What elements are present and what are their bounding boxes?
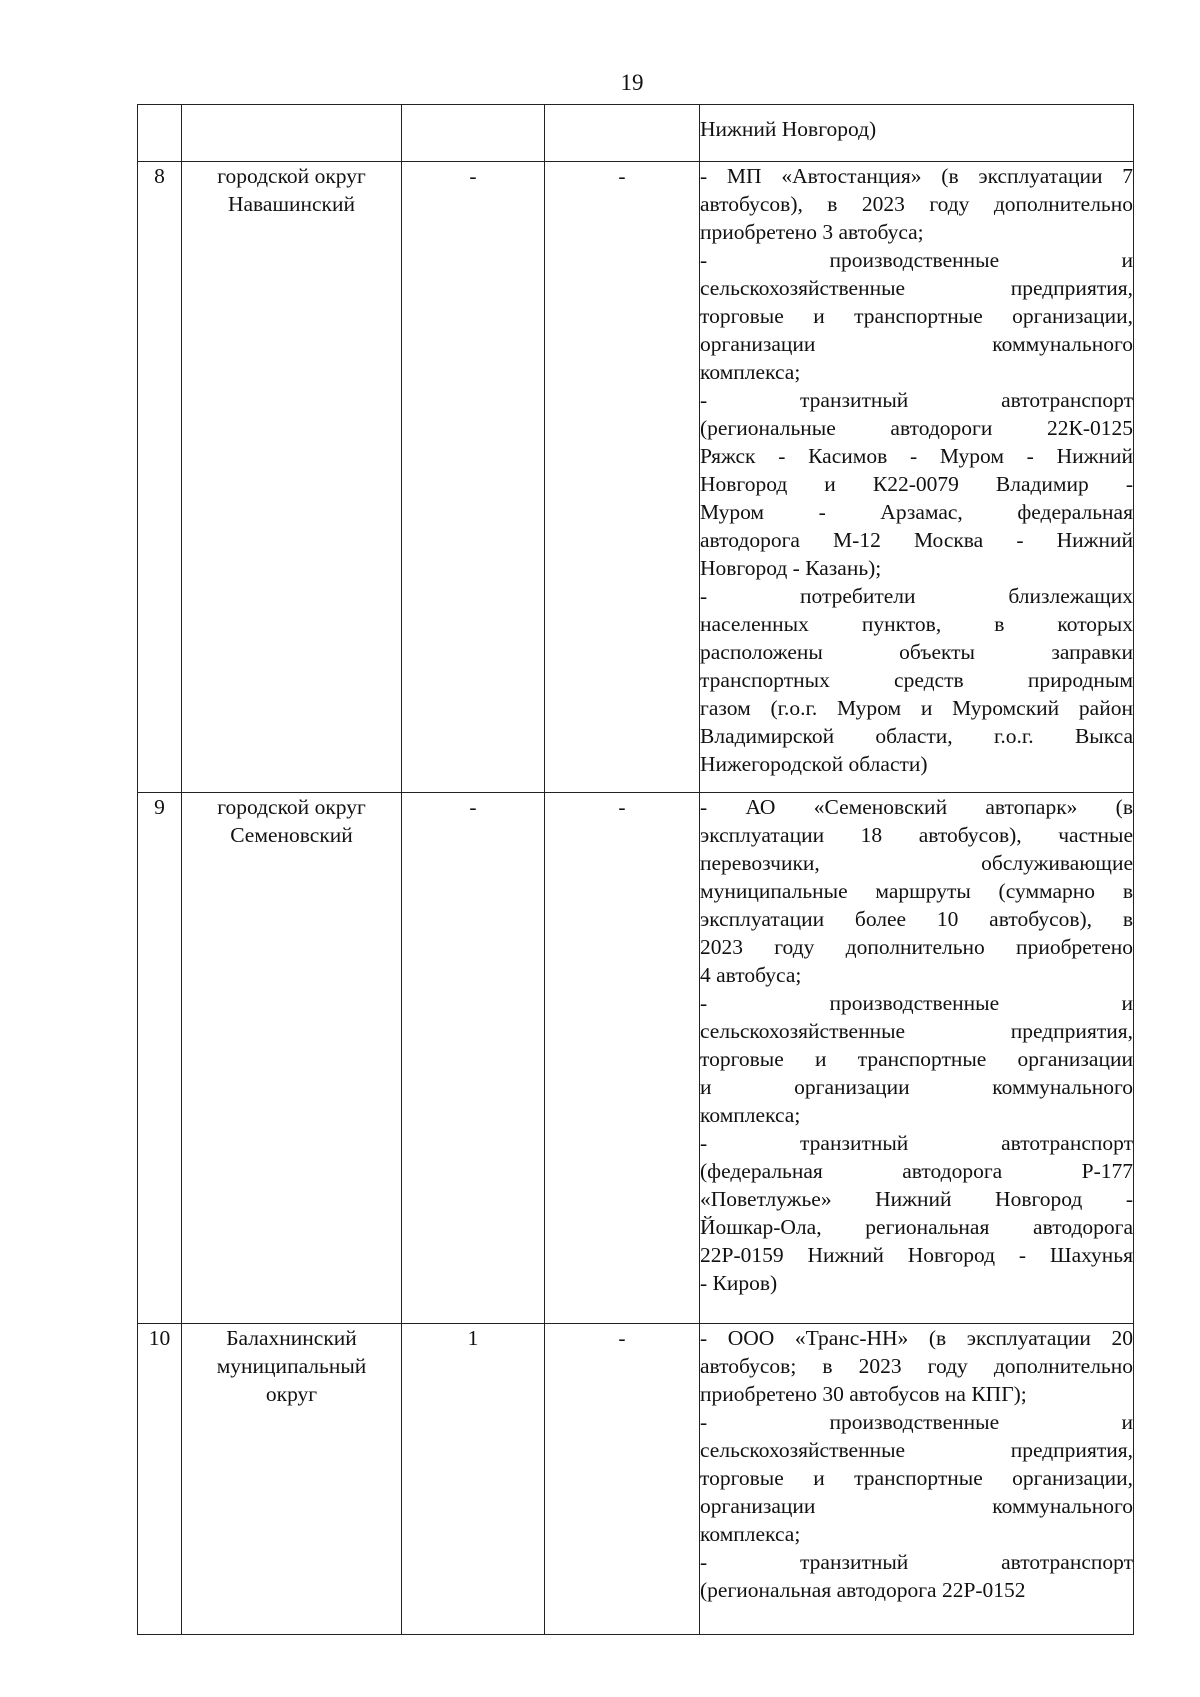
municipality-name-line: Балахнинский: [226, 1326, 357, 1350]
description-line: эксплуатации более 10 автобусов), в: [700, 907, 1133, 931]
description-cell: [700, 1324, 1134, 1635]
value-cell-4: [545, 105, 700, 162]
page-number: 19: [620, 70, 644, 95]
municipality-name-line: муниципальный: [216, 1354, 367, 1378]
description-line: Новгород и К22-0079 Владимир -: [700, 472, 1133, 496]
value-cell-4: -: [545, 162, 700, 793]
value-cell-3: -: [402, 793, 545, 1324]
municipality-cell: [182, 793, 402, 1324]
description-line: сельскохозяйственные предприятия,: [700, 276, 1133, 300]
municipality-name-line: Навашинский: [227, 192, 356, 216]
row-number-cell: 9: [138, 793, 182, 1324]
description-line: комплекса;: [700, 1103, 801, 1127]
description-line: - Киров): [700, 1271, 778, 1295]
description-line: 4 автобуса;: [700, 963, 802, 987]
description-line: торговые и транспортные организации,: [700, 1466, 1133, 1490]
value-cell-4: -: [545, 1324, 700, 1635]
description-line: приобретено 3 автобуса;: [700, 220, 924, 244]
description-line: комплекса;: [700, 1522, 801, 1546]
description-line: комплекса;: [700, 360, 801, 384]
description-line: - МП «Автостанция» (в эксплуатации 7: [700, 164, 1133, 188]
municipality-name-line: городской округ: [217, 164, 366, 188]
description-line: - производственные и: [700, 248, 1133, 272]
description-line: - ООО «Транс-НН» (в эксплуатации 20: [700, 1326, 1133, 1350]
description-line: автодорога М-12 Москва - Нижний: [700, 528, 1133, 552]
description-cell: [700, 793, 1134, 1324]
description-line: Ряжск - Касимов - Муром - Нижний: [700, 444, 1133, 468]
description-line: Владимирской области, г.о.г. Выкса: [700, 724, 1133, 748]
value-cell-3: 1: [402, 1324, 545, 1635]
description-line: автобусов), в 2023 году дополнительно: [700, 192, 1133, 216]
description-line: автобусов; в 2023 году дополнительно: [700, 1354, 1133, 1378]
description-cell: [700, 105, 1134, 162]
municipal-transport-table: [137, 104, 1134, 1635]
description-line: - производственные и: [700, 991, 1133, 1015]
description-line: муниципальные маршруты (суммарно в: [700, 879, 1133, 903]
description-line: торговые и транспортные организации,: [700, 304, 1133, 328]
value-cell-4: -: [545, 793, 700, 1324]
description-line: - потребители близлежащих: [700, 584, 1133, 608]
value-cell-3: [402, 105, 545, 162]
description-line: Йошкар-Ола, региональная автодорога: [700, 1215, 1133, 1239]
description-line: газом (г.о.г. Муром и Муромский район: [700, 696, 1133, 720]
municipality-name-line: округ: [265, 1382, 318, 1406]
description-line: Новгород - Казань);: [700, 556, 882, 580]
description-line: (региональная автодорога 22Р-0152: [700, 1578, 1026, 1602]
description-line: приобретено 30 автобусов на КПГ);: [700, 1382, 1027, 1406]
row-number-cell: 8: [138, 162, 182, 793]
table-row: [138, 1324, 1134, 1635]
row-number-cell: [138, 105, 182, 162]
description-line: сельскохозяйственные предприятия,: [700, 1019, 1133, 1043]
description-line: Нижегородской области): [700, 752, 928, 776]
description-line: «Поветлужье» Нижний Новгород -: [700, 1187, 1133, 1211]
description-line: организации коммунального: [700, 1494, 1133, 1518]
table-row: [138, 105, 1134, 162]
municipality-cell: [182, 1324, 402, 1635]
description-line: расположены объекты заправки: [700, 640, 1133, 664]
description-cell: [700, 162, 1134, 793]
table-row: [138, 793, 1134, 1324]
description-line: населенных пунктов, в которых: [700, 612, 1133, 636]
description-line: и организации коммунального: [700, 1075, 1133, 1099]
description-line: торговые и транспортные организации: [700, 1047, 1133, 1071]
description-line: - транзитный автотранспорт: [700, 388, 1133, 412]
description-line: перевозчики, обслуживающие: [700, 851, 1133, 875]
description-line: - транзитный автотранспорт: [700, 1550, 1133, 1574]
description-line: Муром - Арзамас, федеральная: [700, 500, 1133, 524]
description-line: эксплуатации 18 автобусов), частные: [700, 823, 1133, 847]
municipality-name-line: Семеновский: [230, 823, 353, 847]
description-line: транспортных средств природным: [700, 668, 1133, 692]
table-row: [138, 162, 1134, 793]
municipality-name-line: городской округ: [217, 795, 366, 819]
municipality-cell: [182, 162, 402, 793]
description-line: организации коммунального: [700, 332, 1133, 356]
description-line: - транзитный автотранспорт: [700, 1131, 1133, 1155]
description-line: Нижний Новгород): [700, 117, 877, 141]
municipality-cell: [182, 105, 402, 162]
description-line: сельскохозяйственные предприятия,: [700, 1438, 1133, 1462]
description-line: (региональные автодороги 22К-0125: [700, 416, 1133, 440]
description-line: (федеральная автодорога Р-177: [700, 1159, 1133, 1183]
description-line: - АО «Семеновский автопарк» (в: [700, 795, 1133, 819]
description-line: 22Р-0159 Нижний Новгород - Шахунья: [700, 1243, 1133, 1267]
description-line: - производственные и: [700, 1410, 1133, 1434]
value-cell-3: -: [402, 162, 545, 793]
description-line: 2023 году дополнительно приобретено: [700, 935, 1133, 959]
row-number-cell: 10: [138, 1324, 182, 1635]
